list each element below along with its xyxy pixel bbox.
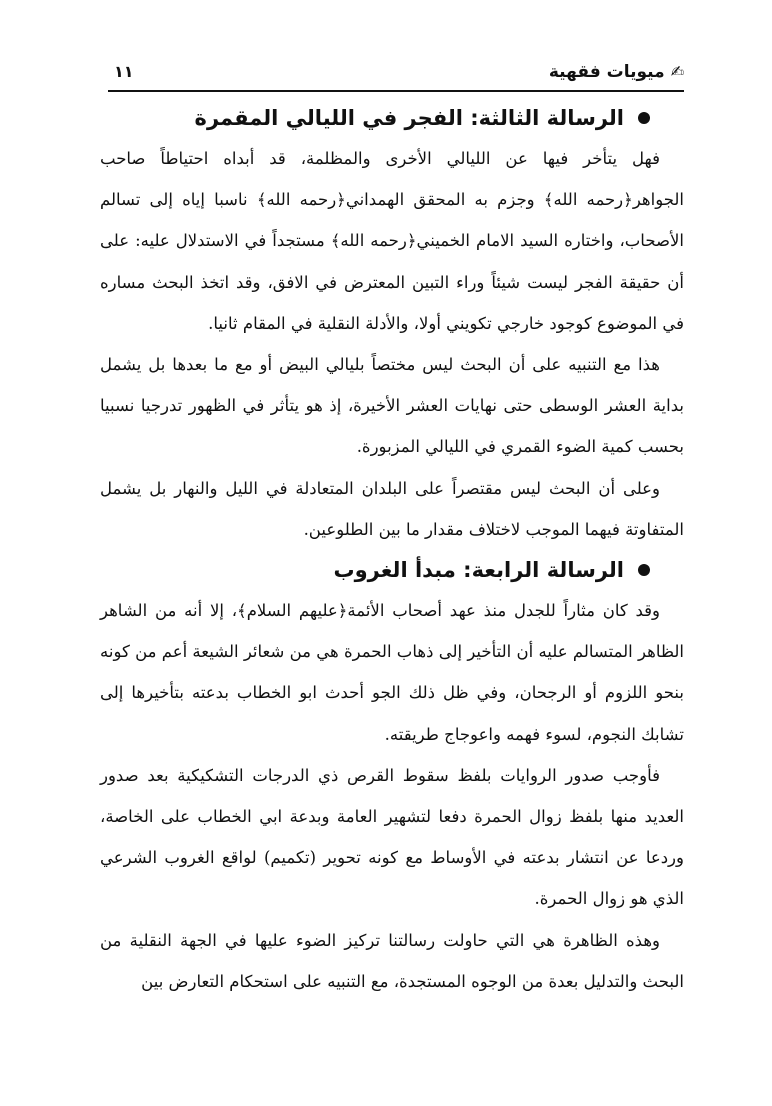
- paragraph: فأوجب صدور الروايات بلفظ سقوط القرص ذي الدرجات التشكيكية بعد صدور العديد منها بلفظ زوال الحمرة دفعا لتشهير العامة وبدعة ابي الخطاب على الخاصة، وردعا عن انتشار بدعته في الأوساط مع كونه تحوير (تكميم) لواقع الغروب الشرعي الذي هو زوال الحمرة.: [100, 765, 684, 909]
- section-heading-fourth-letter: [100, 550, 684, 590]
- page-body: [100, 98, 684, 1002]
- book-title: [549, 62, 684, 82]
- section-heading-third-letter: [100, 98, 684, 138]
- quill-icon: ✍: [670, 62, 684, 81]
- page-header: [108, 58, 684, 92]
- paragraph: وقد كان مثاراً للجدل منذ عهد أصحاب الأئمة﴿عليهم السلام﴾، إلا أنه من الشاهر الظاهر المتسالم عليه أن التأخير إلى ذهاب الحمرة هي من شعائر الشيعة أعم من كونه بنحو اللزوم أو الرجحان، وفي ظل ذلك الجو أحدث ابو الخطاب بدعته بتأخيرها إلى تشابك النجوم، لسوء فهمه واعوجاج طريقته.: [100, 601, 684, 744]
- paragraph: هذا مع التنبيه على أن البحث ليس مختصاً بليالي البيض أو مع ما بعدها بل يشمل بداية العشر الوسطى حتى نهايات العشر الأخيرة، إذ هو يتأثر في الظهور تدرجيا نسبيا بحسب كمية الضوء القمري في الليالي المزبورة.: [100, 355, 684, 457]
- page-number: ١١: [114, 62, 134, 81]
- paragraph: وعلى أن البحث ليس مقتصراً على البلدان المتعادلة في الليل والنهار بل يشمل المتفاوتة فيهما الموجب لاختلاف مقدار ما بين الطلوعين.: [100, 478, 684, 539]
- bullet-icon: [638, 564, 650, 576]
- book-title-text: ميويات فقهية: [548, 62, 665, 82]
- paragraph: وهذه الظاهرة هي التي حاولت رسالتنا تركيز الضوء عليها في الجهة النقلية من البحث والتدليل بعدة من الوجوه المستجدة، مع التنبيه على استحكام التعارض بين: [100, 930, 684, 991]
- bullet-icon: [638, 112, 650, 124]
- paragraph: فهل يتأخر فيها عن الليالي الأخرى والمظلمة، قد أبداه احتياطاً صاحب الجواهر﴿رحمه الله﴾ وجزم به المحقق الهمداني﴿رحمه الله﴾ ناسبا إياه إلى تسالم الأصحاب، واختاره السيد الامام الخميني﴿رحمه الله﴾ مستجداً في الاستدلال عليه: على أن حقيقة الفجر ليست شيئاً وراء التبين المعترض في الافق، وقد اتخذ البحث مساره في الموضوع كوجود خارجي تكويني أولا، والأدلة النقلية في المقام ثانيا.: [100, 149, 684, 333]
- heading-text: الرسالة الرابعة: مبدأ الغروب: [333, 558, 624, 583]
- heading-text: الرسالة الثالثة: الفجر في الليالي المقمرة: [194, 106, 624, 130]
